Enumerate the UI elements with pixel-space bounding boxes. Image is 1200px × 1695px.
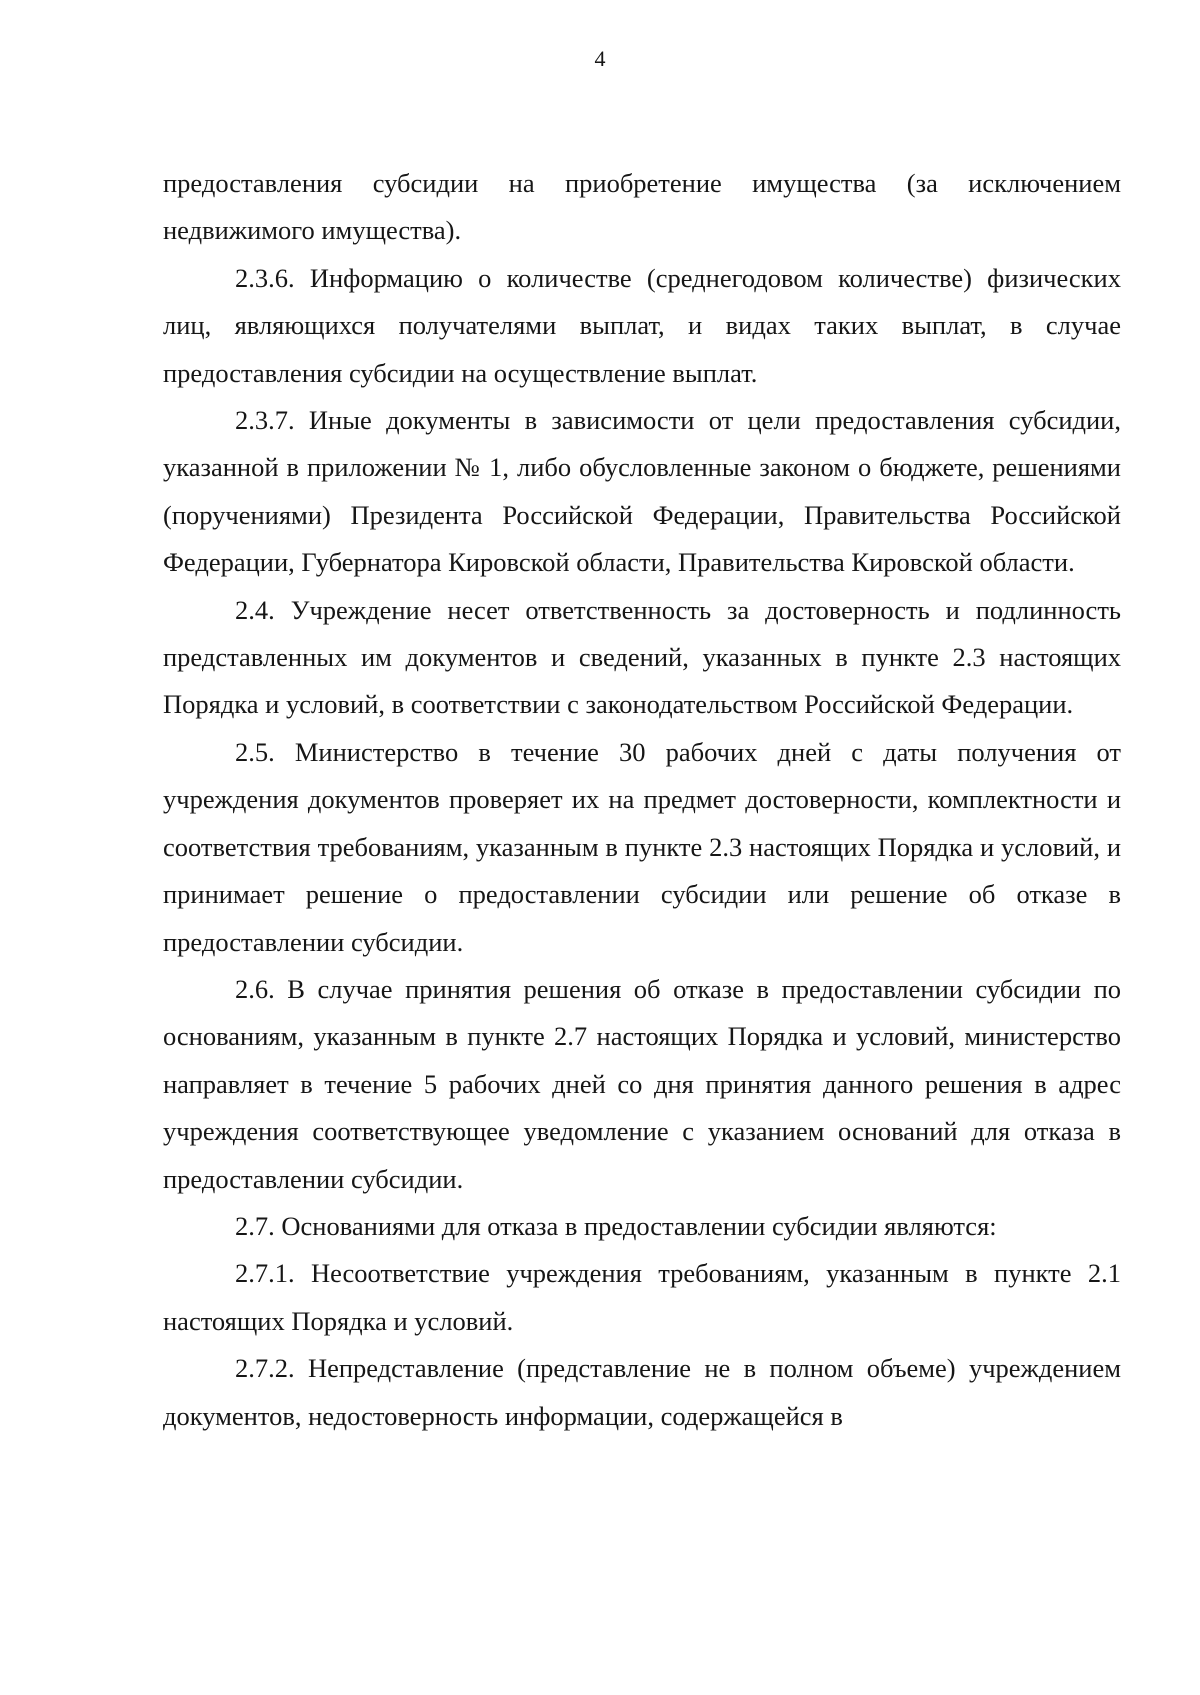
paragraph-continuation: предоставления субсидии на приобретение имущества (за исключением недвижимого имущества). bbox=[163, 168, 1121, 246]
paragraph-2-4: 2.4. Учреждение несет ответственность за достоверность и подлинность представленных им документов и сведений, указанных в пункте 2.3 настоящих Порядка и условий, в соответствии с законодательством Российской Федерации. bbox=[163, 594, 1121, 720]
document-body bbox=[163, 160, 1121, 1440]
page-number: 4 bbox=[594, 46, 606, 71]
paragraph-2-7-1: 2.7.1. Несоответствие учреждения требованиям, указанным в пункте 2.1 настоящих Порядка и условий. bbox=[163, 1258, 1121, 1336]
paragraph-2-7-2: 2.7.2. Непредставление (представление не в полном объеме) учреждением документов, недостоверность информации, содержащейся в bbox=[163, 1353, 1121, 1431]
paragraph-2-3-7: 2.3.7. Иные документы в зависимости от цели предоставления субсидии, указанной в приложении № 1, либо обусловленные законом о бюджете, решениями (поручениями) Президента Российской Федерации, Правительства Российской Федерации, Губернатора Кировской области, Правительства Кировской области. bbox=[163, 405, 1121, 578]
paragraph-2-6: 2.6. В случае принятия решения об отказе в предоставлении субсидии по основаниям, указанным в пункте 2.7 настоящих Порядка и условий, министерство направляет в течение 5 рабочих дней со дня принятия данного решения в адрес учреждения соответствующее уведомление с указанием оснований для отказа в предоставлении субсидии. bbox=[163, 973, 1121, 1194]
paragraph-2-3-6: 2.3.6. Информацию о количестве (среднегодовом количестве) физических лиц, являющихся получателями выплат, и видах таких выплат, в случае предоставления субсидии на осуществление выплат. bbox=[163, 262, 1121, 388]
paragraph-2-5: 2.5. Министерство в течение 30 рабочих дней с даты получения от учреждения документов проверяет их на предмет достоверности, комплектности и соответствия требованиям, указанным в пункте 2.3 настоящих Порядка и условий, и принимает решение о предоставлении субсидии или решение об отказе в предоставлении субсидии. bbox=[163, 736, 1121, 957]
paragraph-2-7: 2.7. Основаниями для отказа в предоставлении субсидии являются: bbox=[235, 1210, 997, 1241]
